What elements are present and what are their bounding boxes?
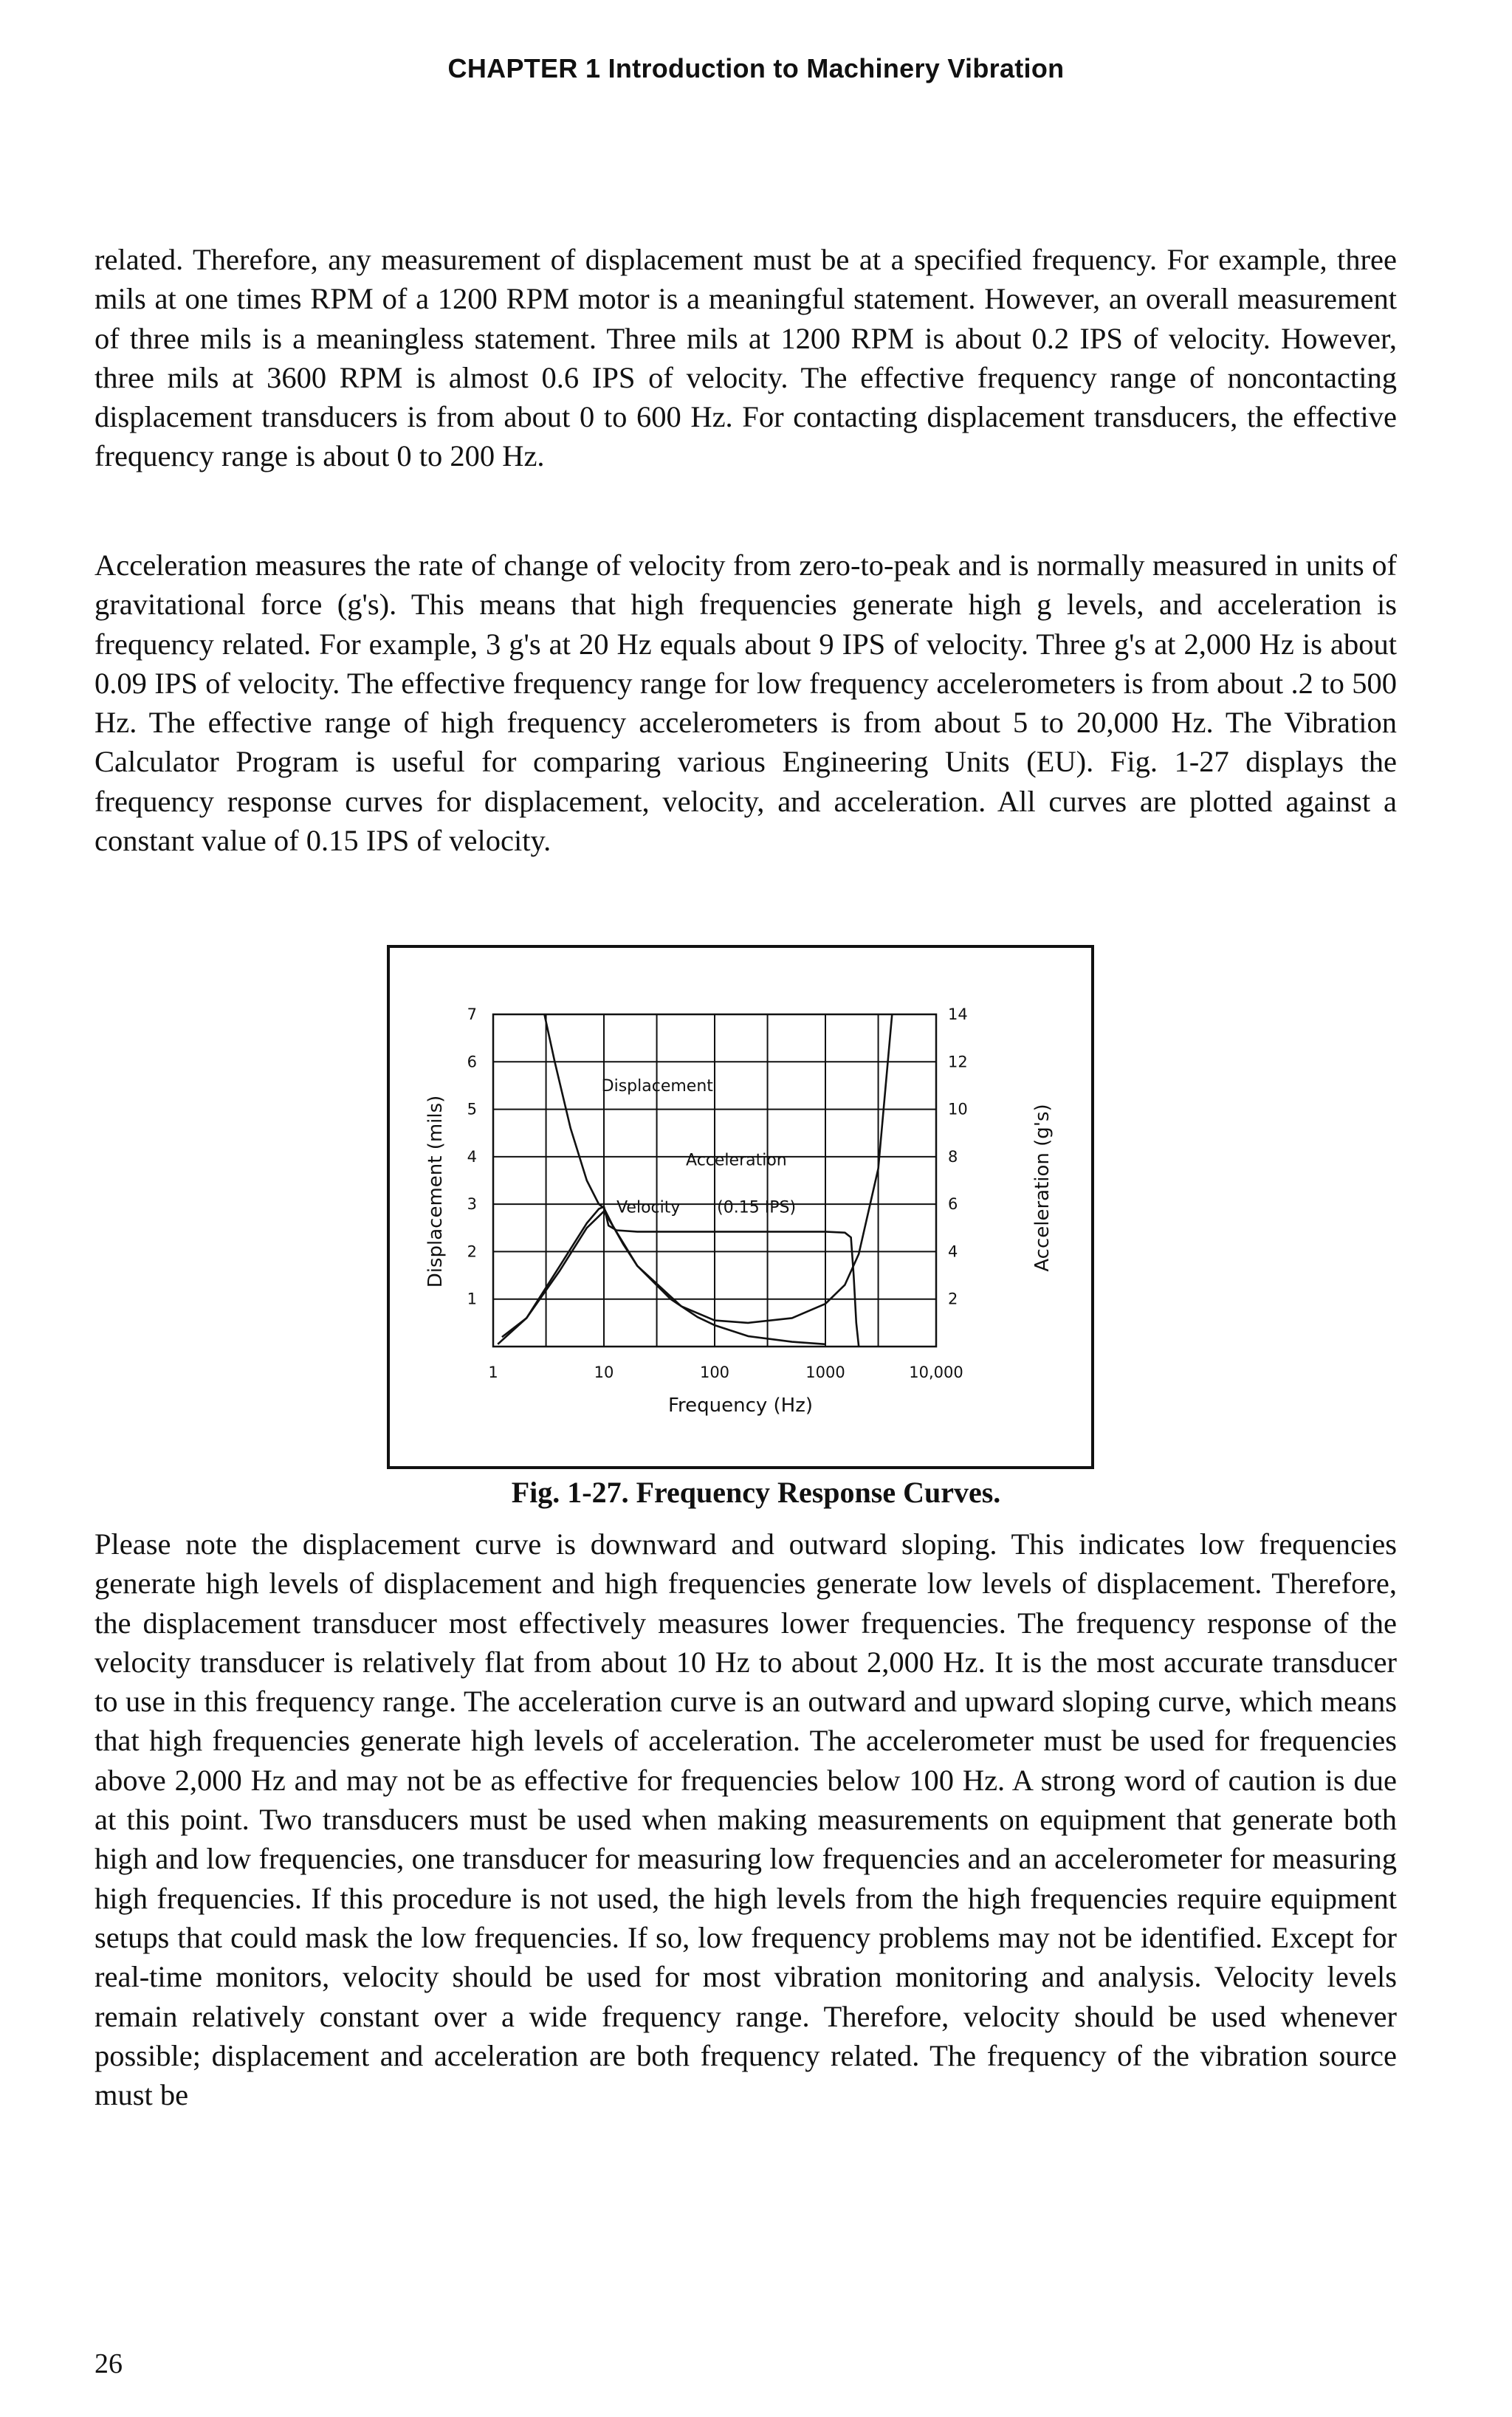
page-number: 26 bbox=[94, 2348, 123, 2379]
y-axis-left-label: Displacement (mils) bbox=[425, 1095, 447, 1288]
frequency-response-chart bbox=[390, 948, 1091, 1466]
x-tick-label: 10 bbox=[594, 1364, 614, 1381]
figure-caption: Fig. 1-27. Frequency Response Curves. bbox=[511, 1476, 1001, 1509]
chapter-header: CHAPTER 1 Introduction to Machinery Vibration bbox=[447, 53, 1065, 83]
y-left-tick-label: 5 bbox=[467, 1100, 477, 1118]
displacement-curve-label: Displacement bbox=[601, 1077, 713, 1096]
body-paragraph-2: Acceleration measures the rate of change of velocity from zero-to-peak and is normally measured in units of gravitational force (g's). This means that high frequencies generate high g levels, and acceleration is frequency related. For example, 3 g's at 20 Hz equals about 9 IPS of velocity. Three g's at 2,000 Hz is about 0.09 IPS of velocity. The effective frequency range for low frequency accelerometers is from about .2 to 500 Hz. The effective range of high frequency accelerometers is from about 5 to 20,000 Hz. The Vibration Calculator Program is useful for comparing various Engineering Units (EU). Fig. 1-27 displays the frequency response curves for displacement, velocity, and acceleration. All curves are plotted against a constant value of 0.15 IPS of velocity. bbox=[94, 549, 1397, 858]
body-paragraph-3: Please note the displacement curve is downward and outward sloping. This indicates low frequencies generate high levels of displacement and high frequencies generate low levels of displacement. Therefore, the displacement transducer most effectively measures lower frequencies. The frequency response of the velocity transducer is relatively flat from about 10 Hz to about 2,000 Hz. It is the most accurate transducer to use in this frequency range. The acceleration curve is an outward and upward sloping curve, which means that high frequencies generate high levels of acceleration. The accelerometer must be used for frequencies above 2,000 Hz and may not be as effective for frequencies below 100 Hz. A strong word of caution is due at this point. Two transducers must be used when making measurements on equipment that generate both high and low frequencies, one transducer for measuring low frequencies and an accelerometer for measuring high frequencies. If this procedure is not used, the high levels from the high frequencies require equipment setups that could mask the low frequencies. If so, low frequency problems may not be identified. Except for real-time monitors, velocity should be used for most vibration monitoring and analysis. Velocity levels remain relatively constant over a wide frequency range. Therefore, velocity should be used whenever possible; displacement and acceleration are both frequency related. The frequency of the vibration source must be bbox=[94, 1527, 1397, 2112]
velocity-curve-label: Velocity bbox=[616, 1198, 681, 1217]
x-tick-label: 10,000 bbox=[909, 1364, 963, 1381]
y-axis-right-label: Acceleration (g's) bbox=[1031, 1104, 1054, 1272]
y-right-tick-label: 14 bbox=[948, 1005, 968, 1023]
x-tick-label: 1000 bbox=[805, 1364, 845, 1381]
velocity-annotation: (0.15 IPS) bbox=[717, 1198, 797, 1217]
y-left-tick-label: 4 bbox=[467, 1147, 477, 1166]
body-paragraph-1: related. Therefore, any measurement of displacement must be at a specified frequency. For example, three mils at one times RPM of a 1200 RPM motor is a meaningful statement. However, an overall measurement of three mils is a meaningless statement. Three mils at 1200 RPM is about 0.2 IPS of velocity. However, three mils at 3600 RPM is almost 0.6 IPS of velocity. The effective frequency range of noncontacting displacement transducers is from about 0 to 600 Hz. For contacting displacement transducers, the effective frequency range is about 0 to 200 Hz. bbox=[94, 243, 1397, 473]
y-right-tick-label: 8 bbox=[948, 1147, 958, 1166]
y-right-tick-label: 2 bbox=[948, 1290, 958, 1308]
series-velocity-line bbox=[498, 1206, 859, 1347]
y-left-tick-label: 2 bbox=[467, 1242, 477, 1261]
y-right-tick-label: 6 bbox=[948, 1195, 958, 1214]
series-displacement-line bbox=[544, 1014, 825, 1344]
acceleration-curve-label: Acceleration bbox=[686, 1151, 787, 1170]
y-left-tick-label: 3 bbox=[467, 1195, 477, 1214]
series-acceleration-line bbox=[502, 1014, 892, 1337]
x-axis-label: Frequency (Hz) bbox=[667, 1395, 814, 1417]
y-right-tick-label: 4 bbox=[948, 1242, 958, 1261]
y-left-tick-label: 1 bbox=[467, 1290, 477, 1308]
x-tick-label: 100 bbox=[699, 1364, 730, 1381]
figure-frame bbox=[387, 945, 1094, 1469]
y-right-tick-label: 10 bbox=[948, 1100, 968, 1118]
x-tick-label: 1 bbox=[488, 1364, 498, 1381]
y-right-tick-label: 12 bbox=[948, 1053, 968, 1071]
y-left-tick-label: 6 bbox=[467, 1053, 477, 1071]
y-left-tick-label: 7 bbox=[467, 1005, 477, 1023]
